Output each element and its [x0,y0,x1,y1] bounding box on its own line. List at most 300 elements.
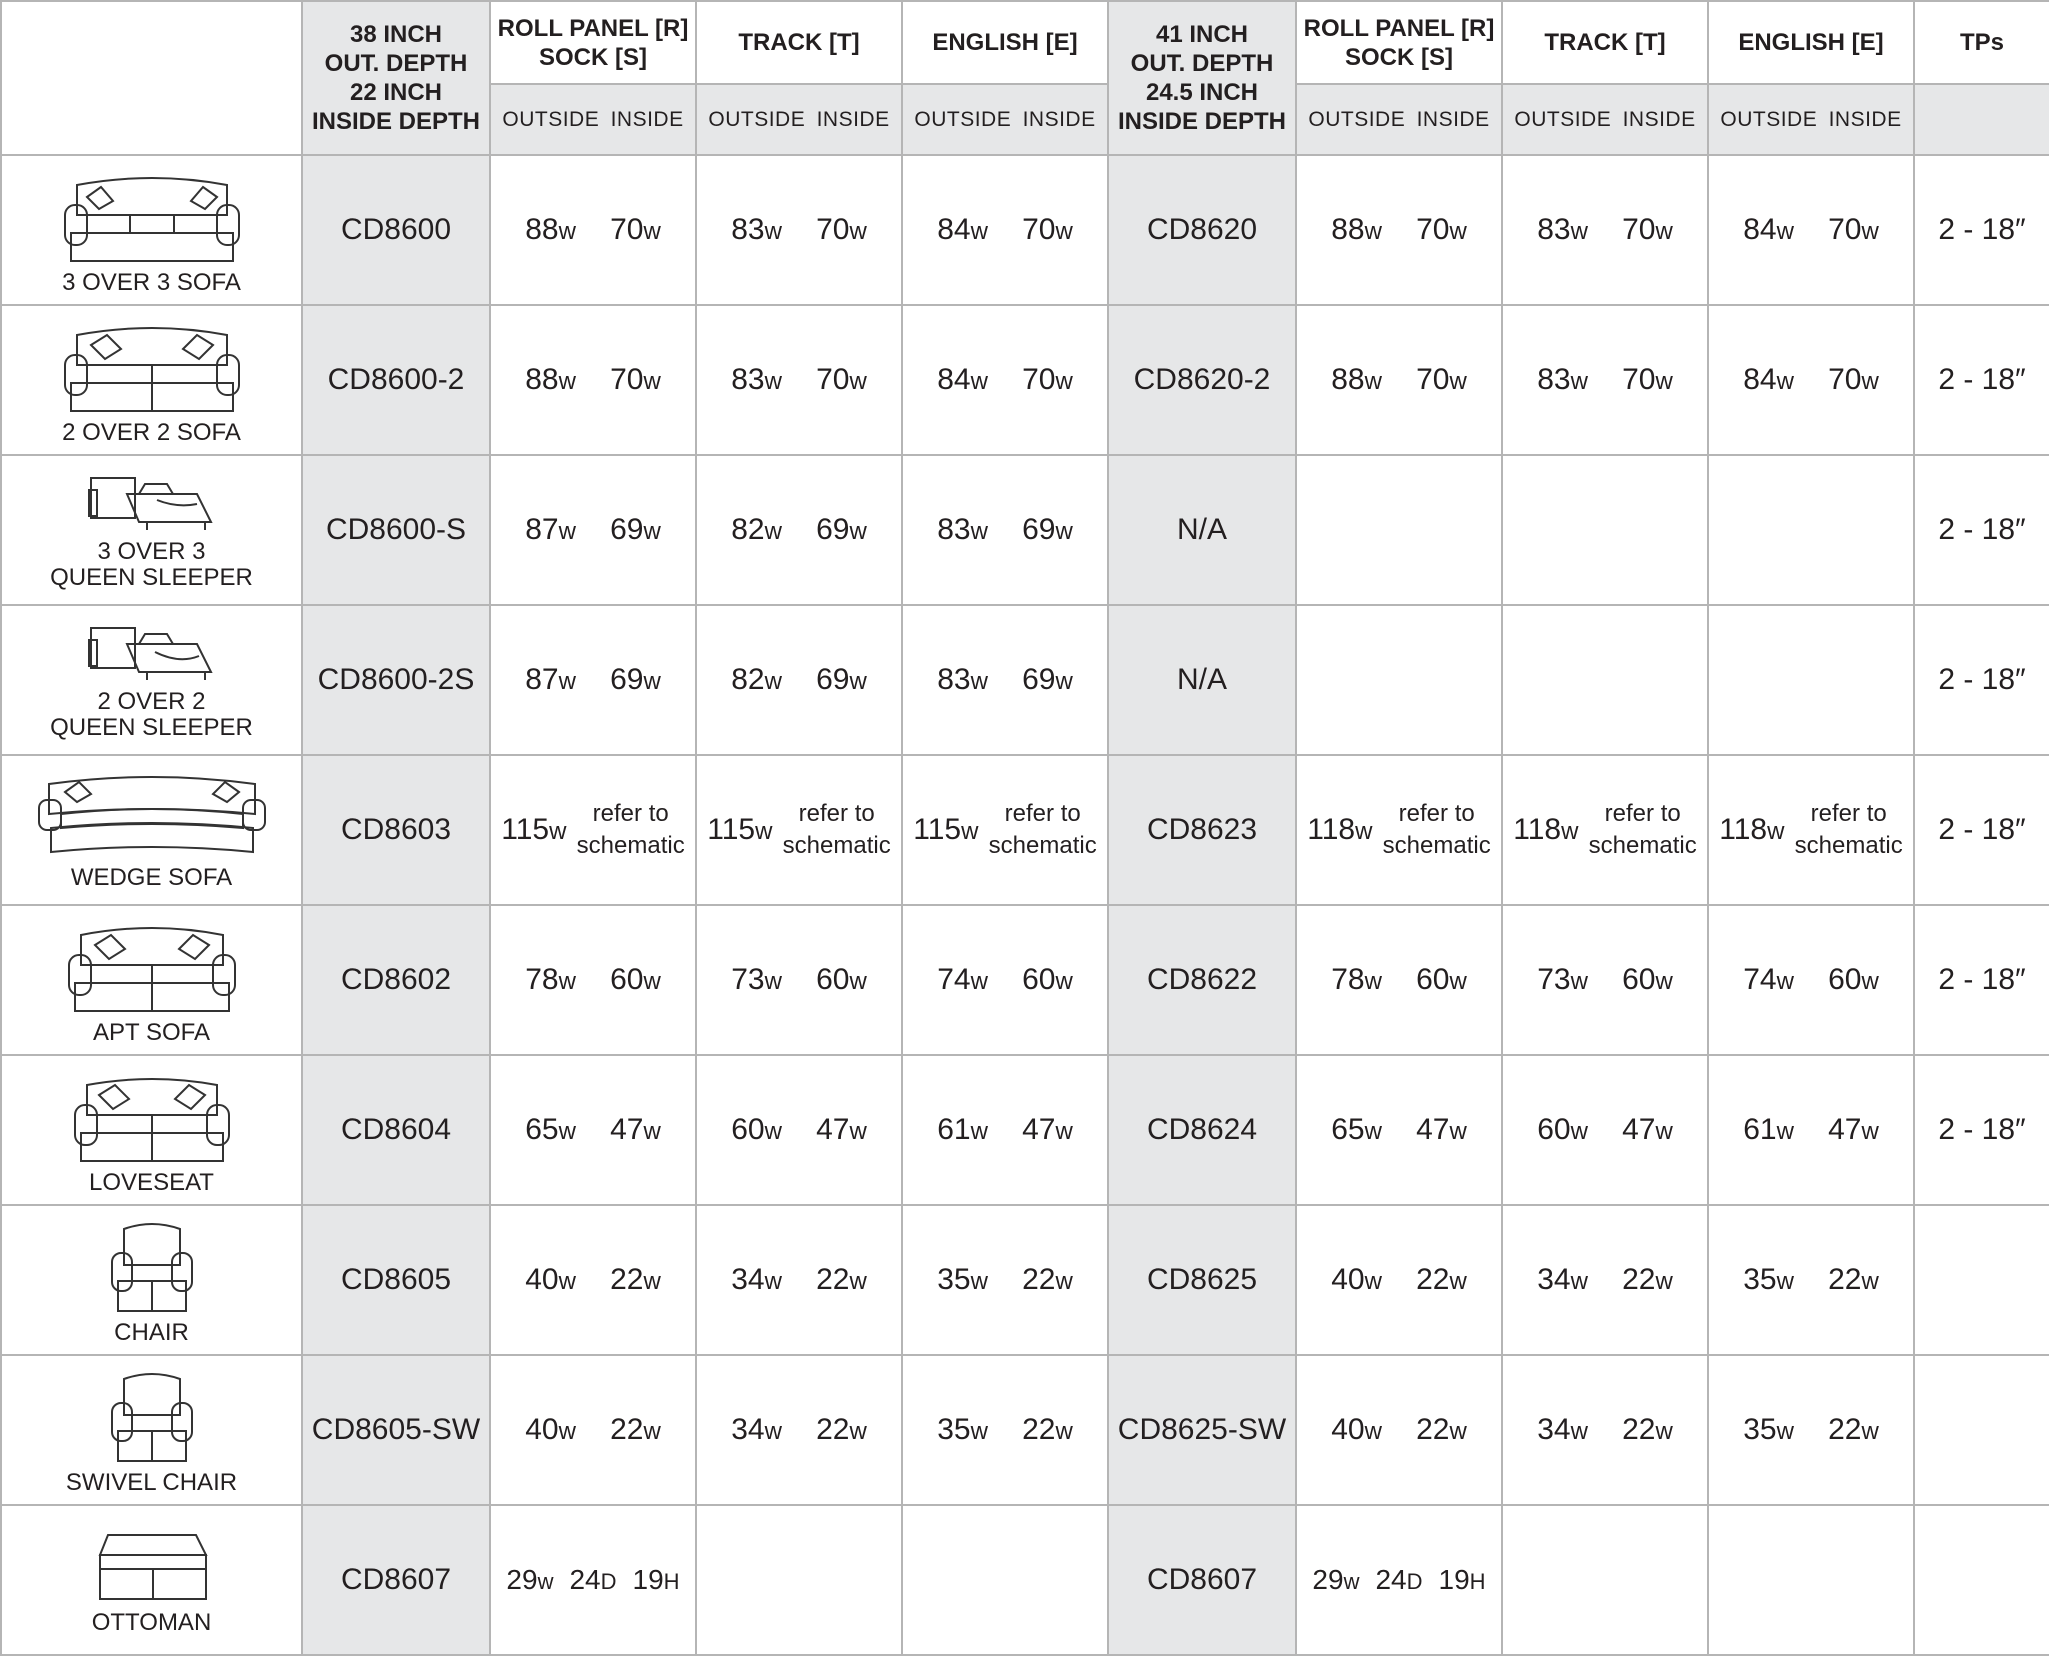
english-38-pair [903,663,1107,697]
track-41-pair [1503,363,1707,397]
roll-panel-38 [490,1355,696,1505]
roll-panel-41 [1296,305,1502,455]
track-38 [696,1055,902,1205]
english-41-pair [1709,363,1913,397]
track-41 [1502,905,1708,1055]
subheader-roll-1: OUTSIDE INSIDE [490,84,696,155]
measure-value: 60w [1416,963,1467,996]
header-corner [1,1,302,155]
track-38 [696,305,902,455]
sofa-3-over-3-icon [2,165,301,270]
header-english-1: ENGLISH [E] [902,1,1108,84]
roll-panel-41-pair [1297,213,1501,247]
dimension-value: 19H [632,1564,680,1595]
measure-value: 115w [501,813,567,846]
measure-value: 70w [610,363,661,396]
measure-value: 73w [731,963,782,996]
subheader-english-2: OUTSIDE INSIDE [1708,84,1914,155]
measure-value: 70w [1022,363,1073,396]
roll-panel-38-pair [491,513,695,547]
track-38-pair [697,663,901,697]
swivel-chair-icon [2,1365,301,1470]
measure-value: 34w [1537,1263,1588,1296]
english-41 [1708,1355,1914,1505]
header-english-2: ENGLISH [E] [1708,1,1914,84]
measure-value: 70w [1828,213,1879,246]
roll-panel-38 [490,1205,696,1355]
product-label: 2 OVER 2 QUEEN SLEEPER [50,687,253,741]
english-41 [1708,605,1914,755]
product-cell [1,1055,302,1205]
measure-value: 78w [1331,963,1382,996]
measure-value: 83w [731,213,782,246]
wedge-sofa-icon [2,770,301,865]
chair-icon [2,1215,301,1320]
roll-panel-41 [1296,155,1502,305]
track-38-pair [697,1263,901,1297]
english-41 [1708,1055,1914,1205]
roll-panel-38-pair [491,798,695,862]
measure-value: 84w [937,213,988,246]
tps-value: 2 - 18″ [1914,1055,2049,1205]
track-41 [1502,305,1708,455]
measure-value: 22w [1022,1413,1073,1446]
queen-sleeper-3-icon [2,470,301,539]
roll-panel-38 [490,1055,696,1205]
product-label: 3 OVER 3 SOFA [62,268,241,296]
ottoman-dimensions [1297,1564,1501,1596]
table-row [1,1055,2049,1205]
measure-value: 118w [1307,813,1373,846]
track-38-pair [697,1113,901,1147]
english-38 [902,455,1108,605]
english-38-pair [903,1263,1107,1297]
measure-value: 83w [731,363,782,396]
english-41-pair [1709,1263,1913,1297]
product-cell [1,905,302,1055]
roll-panel-38-pair [491,963,695,997]
english-41 [1708,755,1914,905]
measure-value: 34w [731,1263,782,1296]
measure-value: 69w [610,663,661,696]
measure-value: 74w [937,963,988,996]
english-38 [902,905,1108,1055]
product-label: CHAIR [114,1318,189,1346]
measure-value: 70w [816,363,867,396]
track-38-pair [697,513,901,547]
dimension-value: 24D [569,1564,617,1595]
track-41 [1502,1205,1708,1355]
roll-panel-41-pair [1297,963,1501,997]
measure-value: 47w [1828,1113,1879,1146]
english-38-pair [903,213,1107,247]
measure-value: 87w [525,663,576,696]
measure-value: 69w [1022,663,1073,696]
model-number-41: CD8625 [1108,1205,1296,1355]
measure-value: 84w [1743,213,1794,246]
track-41-pair [1503,1113,1707,1147]
measure-value: 69w [610,513,661,546]
english-38 [902,1505,1108,1655]
model-number-41: CD8620 [1108,155,1296,305]
measure-value: 70w [1828,363,1879,396]
measure-value: 35w [1743,1413,1794,1446]
roll-panel-41-pair [1297,1413,1501,1447]
tps-value [1914,1205,2049,1355]
measure-value: 82w [731,663,782,696]
track-38 [696,1205,902,1355]
model-number-38: CD8605 [302,1205,490,1355]
header-track-1: TRACK [T] [696,1,902,84]
roll-panel-41-pair [1297,1263,1501,1297]
track-38 [696,1355,902,1505]
track-41 [1502,605,1708,755]
header-roll-panel-1: ROLL PANEL [R] SOCK [S] [490,1,696,84]
measure-value: 73w [1537,963,1588,996]
roll-panel-41 [1296,1355,1502,1505]
english-38 [902,755,1108,905]
table-row [1,305,2049,455]
product-cell [1,455,302,605]
roll-panel-38-pair [491,1413,695,1447]
measure-value: 35w [937,1263,988,1296]
header-row-top [1,1,2049,84]
english-41-pair [1709,213,1913,247]
track-41 [1502,1355,1708,1505]
model-number-38: CD8600-2S [302,605,490,755]
english-38 [902,1055,1108,1205]
measure-value: 74w [1743,963,1794,996]
schematic-note: refer to schematic [576,800,685,859]
measure-value: 61w [1743,1113,1794,1146]
table-row [1,755,2049,905]
roll-panel-41 [1296,1505,1502,1655]
model-number-38: CD8600-2 [302,305,490,455]
measure-value: 60w [1537,1113,1588,1146]
header-depth-41: 41 INCH OUT. DEPTH 24.5 INCH INSIDE DEPTH [1108,1,1296,155]
track-41-pair [1503,798,1707,862]
measure-value: 65w [1331,1113,1382,1146]
english-41 [1708,155,1914,305]
model-number-38: CD8602 [302,905,490,1055]
measure-value: 22w [1022,1263,1073,1296]
measure-value: 22w [1416,1263,1467,1296]
measure-value: 40w [525,1413,576,1446]
subheader-tps [1914,84,2049,155]
dimension-value: 19H [1438,1564,1486,1595]
measure-value: 118w [1513,813,1579,846]
english-41-pair [1709,798,1913,862]
english-38 [902,1355,1108,1505]
roll-panel-38 [490,905,696,1055]
measure-value: 60w [816,963,867,996]
measure-value: 115w [707,813,773,846]
track-41-pair [1503,213,1707,247]
measure-value: 70w [1622,363,1673,396]
model-number-41: CD8620-2 [1108,305,1296,455]
model-number-41: CD8622 [1108,905,1296,1055]
loveseat-icon [2,1065,301,1170]
measure-value [1589,798,1697,862]
model-number-38: CD8600-S [302,455,490,605]
roll-panel-41 [1296,605,1502,755]
table-row [1,455,2049,605]
roll-panel-38 [490,155,696,305]
measure-value: 61w [937,1113,988,1146]
schematic-note: refer to schematic [782,800,891,859]
measure-value: 118w [1719,813,1785,846]
measure-value: 22w [816,1263,867,1296]
subheader-english-1: OUTSIDE INSIDE [902,84,1108,155]
track-41 [1502,1505,1708,1655]
roll-panel-41 [1296,1205,1502,1355]
model-number-41: N/A [1108,605,1296,755]
roll-panel-41-pair [1297,363,1501,397]
roll-panel-38-pair [491,1113,695,1147]
english-38-pair [903,363,1107,397]
dimension-value: 29w [1312,1564,1360,1595]
track-41 [1502,755,1708,905]
measure-value [1795,798,1903,862]
roll-panel-38-pair [491,663,695,697]
measure-value: 60w [610,963,661,996]
product-label: OTTOMAN [91,1608,212,1636]
schematic-note: refer to schematic [988,800,1097,859]
schematic-note: refer to schematic [1588,800,1697,859]
track-41-pair [1503,1413,1707,1447]
measure-value: 87w [525,513,576,546]
measure-value: 115w [913,813,979,846]
measure-value: 83w [1537,363,1588,396]
measure-value: 47w [1022,1113,1073,1146]
model-number-38: CD8603 [302,755,490,905]
product-cell [1,1205,302,1355]
measure-value: 60w [731,1113,782,1146]
table-body [1,155,2049,1655]
english-38-pair [903,513,1107,547]
measure-value: 70w [610,213,661,246]
roll-panel-38 [490,455,696,605]
measure-value: 47w [610,1113,661,1146]
product-cell [1,605,302,755]
measure-value: 69w [1022,513,1073,546]
measure-value: 69w [816,513,867,546]
model-number-41: CD8607 [1108,1505,1296,1655]
measure-value: 22w [1828,1263,1879,1296]
measure-value: 88w [1331,213,1382,246]
track-38-pair [697,963,901,997]
product-cell [1,755,302,905]
model-number-41: CD8623 [1108,755,1296,905]
track-38-pair [697,1413,901,1447]
header-tps: TPs [1914,1,2049,84]
product-cell [1,1355,302,1505]
english-38 [902,305,1108,455]
subheader-track-1: OUTSIDE INSIDE [696,84,902,155]
track-41-pair [1503,963,1707,997]
dimension-value: 29w [506,1564,554,1595]
track-38-pair [697,363,901,397]
measure-value: 70w [1022,213,1073,246]
apt-sofa-icon [2,915,301,1020]
measure-value [989,798,1097,862]
measure-value: 35w [1743,1263,1794,1296]
measure-value: 70w [816,213,867,246]
dimension-value: 24D [1375,1564,1423,1595]
measure-value: 22w [816,1413,867,1446]
measure-value [577,798,685,862]
measure-value: 69w [816,663,867,696]
tps-value: 2 - 18″ [1914,605,2049,755]
schematic-note: refer to schematic [1794,800,1903,859]
measure-value [1383,798,1491,862]
measure-value: 88w [525,213,576,246]
measure-value: 34w [731,1413,782,1446]
model-number-38: CD8605-SW [302,1355,490,1505]
measure-value: 83w [937,663,988,696]
product-label: 2 OVER 2 SOFA [62,418,241,446]
product-cell [1,305,302,455]
english-41 [1708,1205,1914,1355]
track-38 [696,1505,902,1655]
measure-value: 40w [1331,1263,1382,1296]
tps-value: 2 - 18″ [1914,905,2049,1055]
measure-value: 35w [937,1413,988,1446]
track-38-pair [697,798,901,862]
subheader-track-2: OUTSIDE INSIDE [1502,84,1708,155]
measure-value: 88w [525,363,576,396]
measure-value: 60w [1022,963,1073,996]
roll-panel-41 [1296,905,1502,1055]
model-number-41: N/A [1108,455,1296,605]
measure-value: 88w [1331,363,1382,396]
product-label: APT SOFA [93,1018,210,1046]
ottoman-icon [2,1525,301,1610]
roll-panel-38-pair [491,1263,695,1297]
track-38 [696,605,902,755]
tps-value [1914,1355,2049,1505]
english-41 [1708,305,1914,455]
table-row [1,905,2049,1055]
measure-value: 60w [1828,963,1879,996]
measure-value: 65w [525,1113,576,1146]
measure-value: 47w [816,1113,867,1146]
model-number-41: CD8625-SW [1108,1355,1296,1505]
measure-value: 22w [610,1413,661,1446]
measure-value: 83w [937,513,988,546]
english-38 [902,605,1108,755]
table-row [1,1205,2049,1355]
track-38 [696,155,902,305]
header-roll-panel-2: ROLL PANEL [R] SOCK [S] [1296,1,1502,84]
schematic-note: refer to schematic [1382,800,1491,859]
roll-panel-38 [490,1505,696,1655]
tps-value: 2 - 18″ [1914,455,2049,605]
table-row [1,1505,2049,1655]
header-depth-38: 38 INCH OUT. DEPTH 22 INCH INSIDE DEPTH [302,1,490,155]
model-number-38: CD8600 [302,155,490,305]
product-label: LOVESEAT [89,1168,214,1196]
tps-value: 2 - 18″ [1914,755,2049,905]
roll-panel-38-pair [491,363,695,397]
subheader-roll-2: OUTSIDE INSIDE [1296,84,1502,155]
tps-value: 2 - 18″ [1914,305,2049,455]
model-number-38: CD8604 [302,1055,490,1205]
measure-value: 22w [1416,1413,1467,1446]
tps-value: 2 - 18″ [1914,155,2049,305]
table-row [1,1355,2049,1505]
queen-sleeper-2-icon [2,620,301,689]
track-41 [1502,155,1708,305]
measure-value: 40w [1331,1413,1382,1446]
english-38-pair [903,963,1107,997]
english-38 [902,155,1108,305]
measure-value: 22w [1622,1413,1673,1446]
english-41 [1708,905,1914,1055]
measure-value: 84w [1743,363,1794,396]
track-41 [1502,1055,1708,1205]
product-cell [1,1505,302,1655]
measure-value: 82w [731,513,782,546]
table-row [1,605,2049,755]
english-41 [1708,455,1914,605]
roll-panel-41 [1296,1055,1502,1205]
product-label: SWIVEL CHAIR [65,1468,238,1496]
english-41-pair [1709,963,1913,997]
measure-value: 60w [1622,963,1673,996]
measure-value: 40w [525,1263,576,1296]
roll-panel-41 [1296,755,1502,905]
model-number-38: CD8607 [302,1505,490,1655]
track-38 [696,905,902,1055]
english-38-pair [903,798,1107,862]
product-cell [1,155,302,305]
roll-panel-38 [490,605,696,755]
measure-value: 22w [610,1263,661,1296]
product-label: 3 OVER 3 QUEEN SLEEPER [50,537,253,591]
roll-panel-41 [1296,455,1502,605]
measure-value: 34w [1537,1413,1588,1446]
roll-panel-38 [490,305,696,455]
english-41-pair [1709,1113,1913,1147]
track-38 [696,755,902,905]
roll-panel-38 [490,755,696,905]
measure-value: 70w [1622,213,1673,246]
measure-value: 22w [1622,1263,1673,1296]
measure-value: 70w [1416,213,1467,246]
track-41-pair [1503,1263,1707,1297]
ottoman-dimensions [491,1564,695,1596]
english-38-pair [903,1113,1107,1147]
measure-value: 84w [937,363,988,396]
tps-value [1914,1505,2049,1655]
measure-value: 70w [1416,363,1467,396]
measure-value: 47w [1622,1113,1673,1146]
product-label: WEDGE SOFA [70,863,233,891]
model-number-41: CD8624 [1108,1055,1296,1205]
roll-panel-41-pair [1297,798,1501,862]
header-track-2: TRACK [T] [1502,1,1708,84]
measure-value: 83w [1537,213,1588,246]
english-38-pair [903,1413,1107,1447]
track-38 [696,455,902,605]
table-row [1,155,2049,305]
track-41 [1502,455,1708,605]
roll-panel-38-pair [491,213,695,247]
measure-value: 47w [1416,1113,1467,1146]
english-41 [1708,1505,1914,1655]
measure-value [783,798,891,862]
